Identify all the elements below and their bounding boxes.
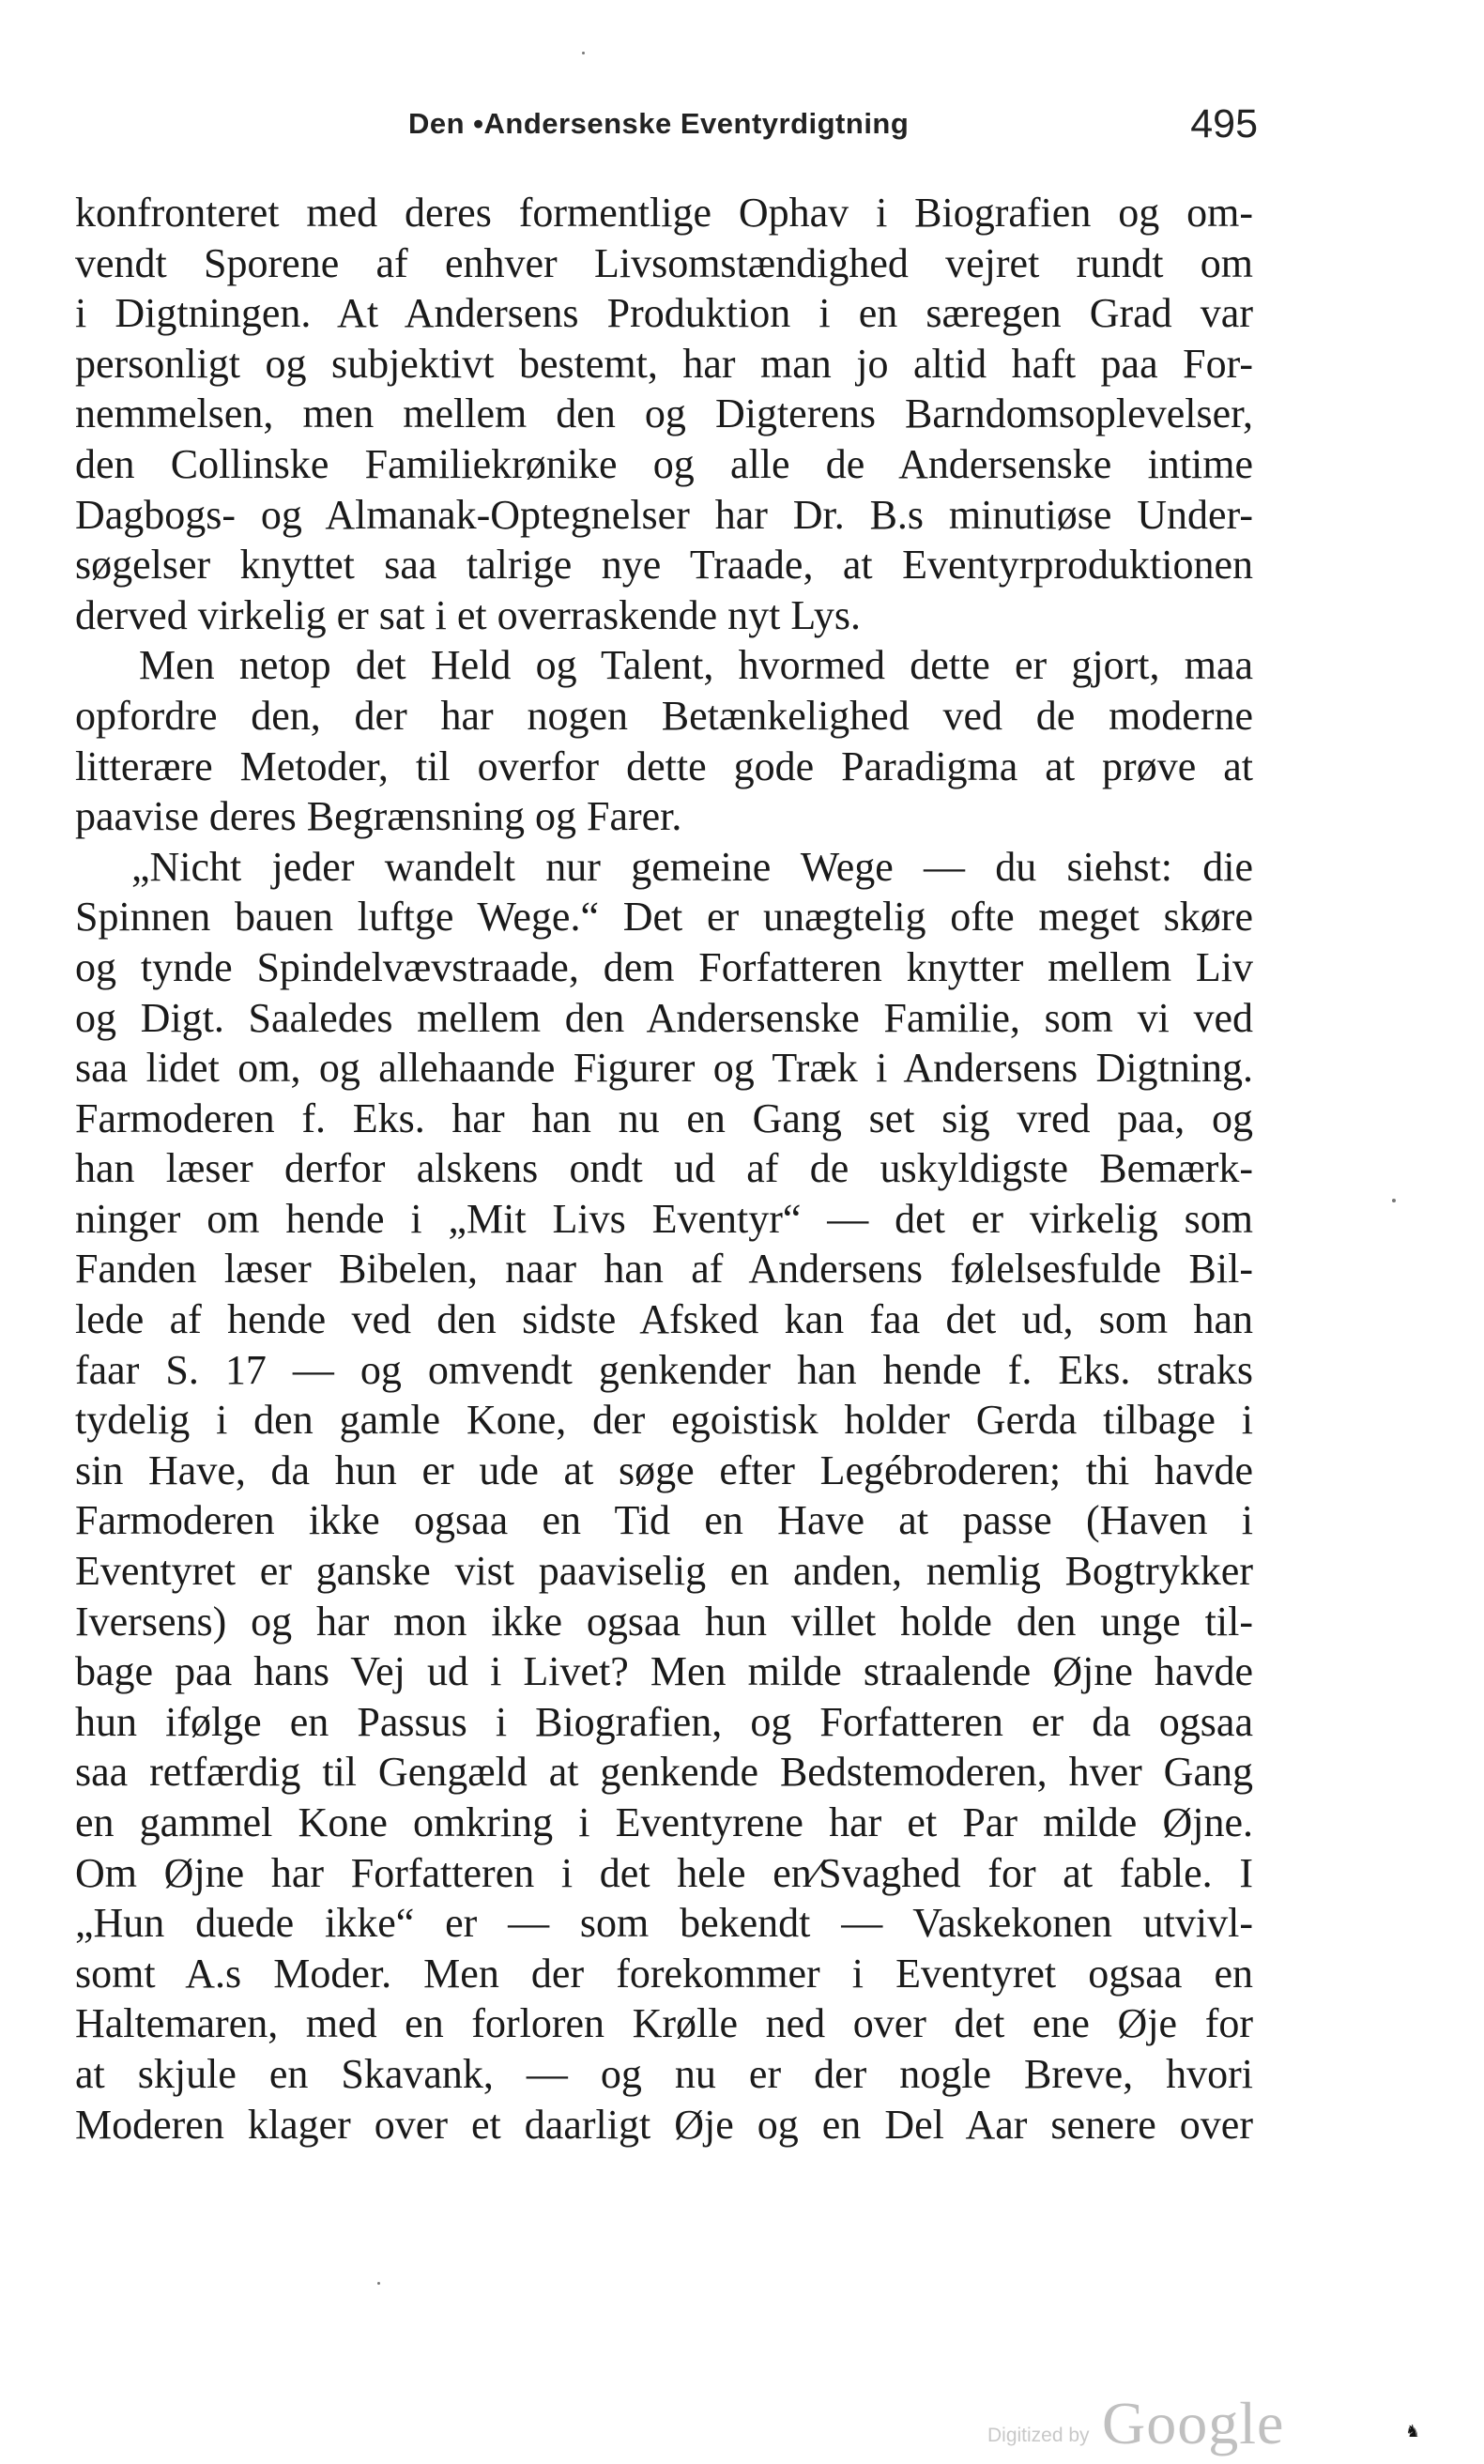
text-line: litterære Metoder, til overfor dette gode Paradigma at prøve at: [75, 742, 1253, 789]
scan-speck: [377, 2282, 380, 2285]
text-line: Fanden læser Bibelen, naar han af Andersens følelsesfulde Bil-: [75, 1246, 1253, 1293]
text-line: en gammel Kone omkring i Eventyrene har et Par milde Øjne.: [75, 1799, 1253, 1845]
text-line: Men netop det Held og Talent, hvormed dette er gjort, maa: [139, 642, 1253, 689]
text-line: søgelser knyttet saa talrige nye Traade, at Eventyrproduktionen: [75, 542, 1253, 589]
text-line: hun ifølge en Passus i Biografien, og Forfatteren er da ogsaa: [75, 1698, 1253, 1745]
text-line: Haltemaren, med en forloren Krølle ned over det ene Øje for: [75, 2000, 1253, 2047]
text-line: vendt Sporene af enhver Livsomstændighed vejret rundt om: [75, 239, 1253, 286]
text-line: lede af hende ved den sidste Afsked kan faa det ud, som han: [75, 1296, 1253, 1343]
running-title: Den •Andersenske Eventyrdigtning: [408, 107, 910, 140]
text-line: Moderen klager over et daarligt Øje og en Del Aar senere over: [75, 2101, 1253, 2148]
text-line: nemmelsen, men mellem den og Digterens Barndomsoplevelser,: [75, 390, 1253, 437]
running-head: [75, 101, 1258, 158]
text-line: bage paa hans Vej ud i Livet? Men milde straalende Øjne havde: [75, 1648, 1253, 1695]
text-line: Spinnen bauen luftge Wege.“ Det er unægtelig ofte meget skøre: [75, 894, 1253, 941]
body-text: [75, 188, 1253, 2150]
text-line: konfronteret med deres formentlige Ophav i Biografien og om-: [75, 190, 1253, 236]
text-line: den Collinske Familiekrønike og alle de Andersenske intime: [75, 440, 1253, 487]
text-line: ninger om hende i „Mit Livs Eventyr“ — det er virkelig som: [75, 1195, 1253, 1242]
text-line: Om Øjne har Forfatteren i det hele en∕Svaghed for at fable. I: [75, 1849, 1253, 1896]
text-line: opfordre den, der har nogen Betænkelighed ved de moderne: [75, 692, 1253, 739]
text-line: derved virkelig er sat i et overraskende nyt Lys.: [75, 591, 861, 638]
text-line: at skjule en Skavank, — og nu er der nogle Breve, hvori: [75, 2050, 1253, 2097]
text-line: Eventyret er ganske vist paaviselig en anden, nemlig Bogtrykker: [75, 1548, 1253, 1595]
text-line: Farmoderen f. Eks. har han nu en Gang set sig vred paa, og: [75, 1094, 1253, 1141]
digitized-by-label: Digitized by: [987, 2425, 1090, 2446]
text-line: somt A.s Moder. Men der forekommer i Eventyret ogsaa en: [75, 1950, 1253, 1997]
text-line: saa lidet om, og allehaande Figurer og Træk i Andersens Digtning.: [75, 1045, 1253, 1092]
text-line: han læser derfor alskens ondt ud af de uskyldigste Bemærk-: [75, 1145, 1253, 1192]
text-line: i Digtningen. At Andersens Produktion i en særegen Grad var: [75, 290, 1253, 337]
text-line: faar S. 17 — og omvendt genkender han hende f. Eks. straks: [75, 1346, 1253, 1393]
text-line: Dagbogs- og Almanak-Optegnelser har Dr. B.s minutiøse Under-: [75, 491, 1253, 538]
text-line: personligt og subjektivt bestemt, har man jo altid haft paa For-: [75, 340, 1253, 387]
text-line: „Hun duede ikke“ er — som bekendt — Vaskekonen utvivl-: [75, 1900, 1253, 1947]
library-stamp-icon: ♞: [1405, 2422, 1421, 2441]
text-line: Farmoderen ikke ogsaa en Tid en Have at passe (Haven i: [75, 1497, 1253, 1544]
google-logo: Google: [1102, 2390, 1285, 2456]
scan-speck: [1392, 1199, 1396, 1202]
digitized-watermark: [987, 2389, 1297, 2464]
text-line: og Digt. Saaledes mellem den Andersenske Familie, som vi ved: [75, 994, 1253, 1041]
text-line: „Nicht jeder wandelt nur gemeine Wege — du siehst: die: [131, 843, 1253, 890]
text-line: Iversens) og har mon ikke ogsaa hun villet holde den unge til-: [75, 1598, 1253, 1645]
text-line: tydelig i den gamle Kone, der egoistisk holder Gerda tilbage i: [75, 1397, 1253, 1444]
text-line: og tynde Spindelvævstraade, dem Forfatteren knytter mellem Liv: [75, 943, 1253, 990]
text-line: saa retfærdig til Gengæld at genkende Bedstemoderen, hver Gang: [75, 1749, 1253, 1796]
scan-speck: [582, 52, 585, 54]
text-line: sin Have, da hun er ude at søge efter Legébroderen; thi havde: [75, 1446, 1253, 1493]
text-line: paavise deres Begrænsning og Farer.: [75, 793, 682, 840]
page-number: 495: [1190, 101, 1258, 146]
